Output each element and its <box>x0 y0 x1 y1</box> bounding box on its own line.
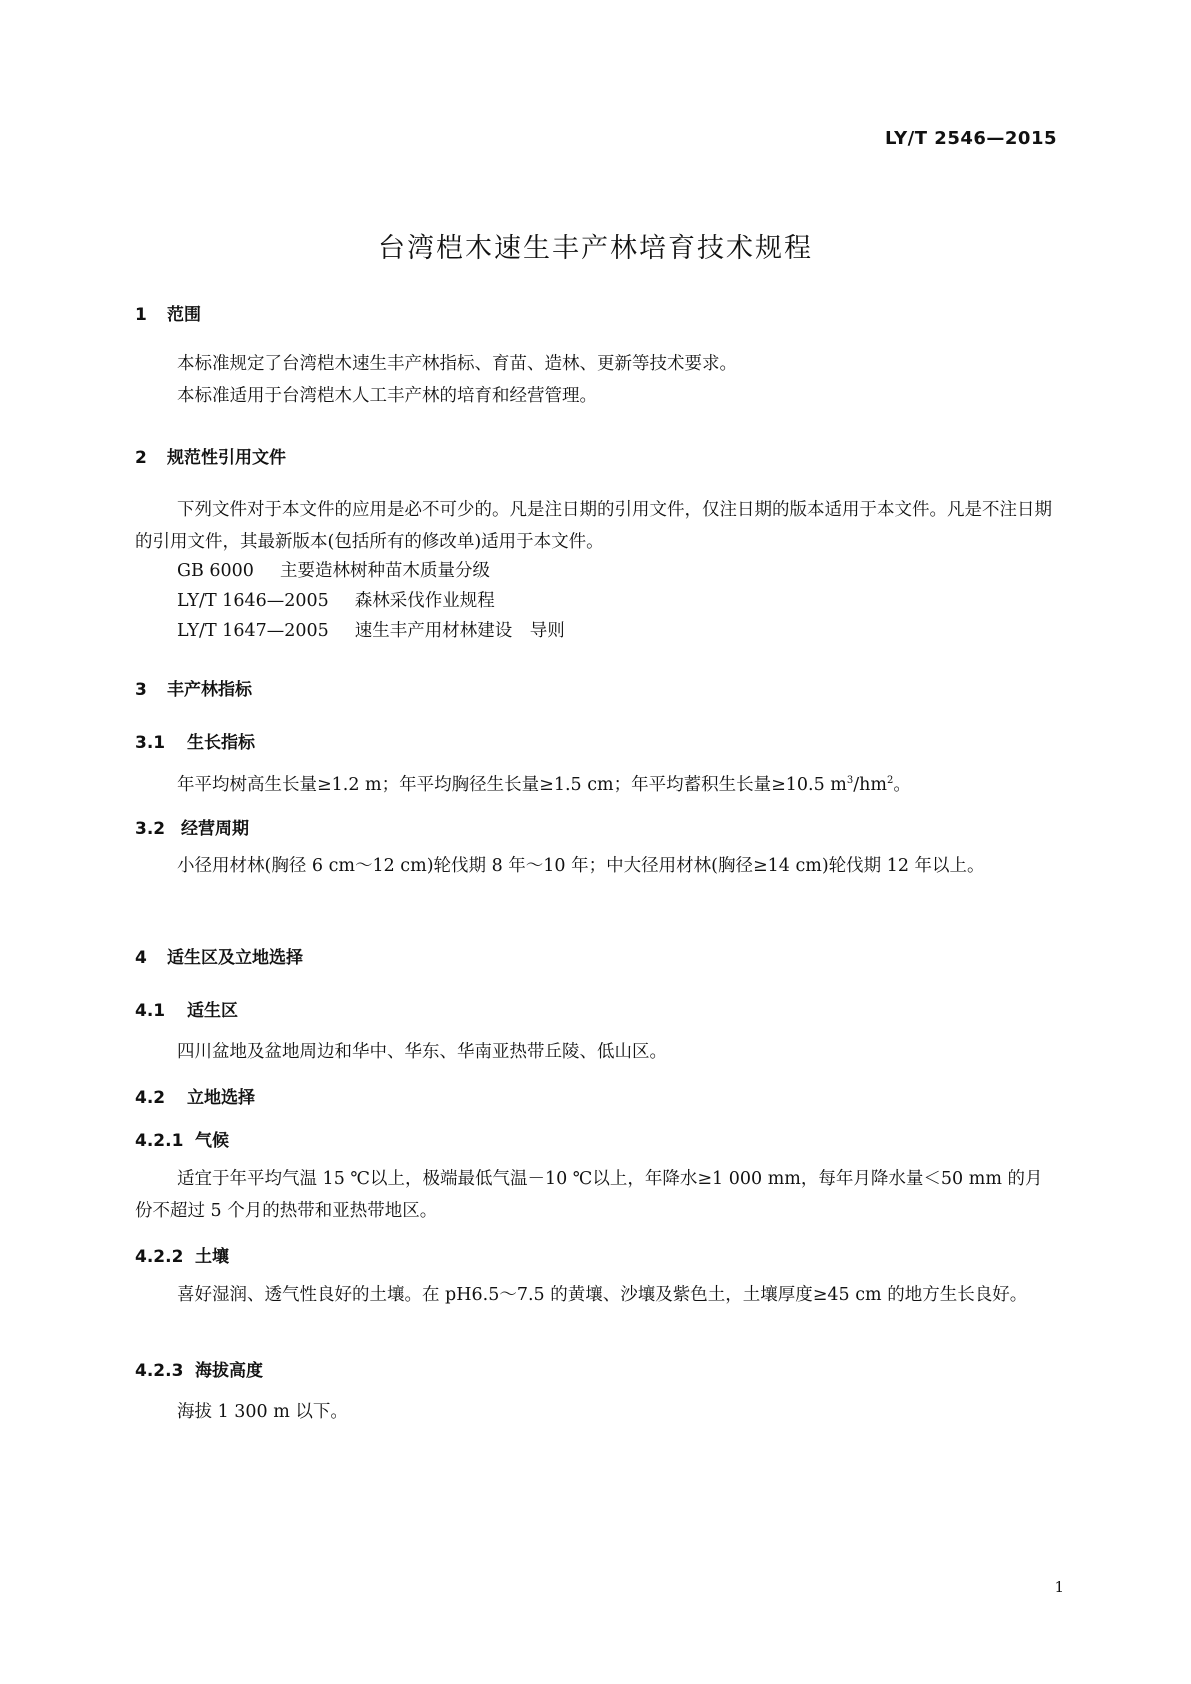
heading-4-2-1 <box>135 1126 229 1151</box>
heading-number: 4 <box>135 948 147 968</box>
paragraph-text: 年平均树高生长量≥1.2 m；年平均胸径生长量≥1.5 cm；年平均蓄积生长量≥10.5 m <box>177 775 847 795</box>
page-title: 台湾桤木速生丰产林培育技术规程 <box>378 233 813 264</box>
heading-number: 4.1 <box>135 1001 166 1021</box>
superscript: 3 <box>846 775 854 786</box>
heading-number: 4.2.2 <box>135 1247 184 1267</box>
paragraph <box>135 348 1057 380</box>
paragraph <box>135 850 1057 882</box>
paragraph-text: 。 <box>893 775 911 795</box>
heading-number: 1 <box>135 305 147 325</box>
paragraph <box>135 494 1057 558</box>
paragraph <box>135 1163 1057 1227</box>
standard-code: LY/T 2546—2015 <box>884 128 1057 149</box>
heading-4-1 <box>135 996 238 1021</box>
paragraph-text: 本标准规定了台湾桤木速生丰产林指标、育苗、造林、更新等技术要求。 <box>177 354 737 374</box>
heading-4-2-3 <box>135 1356 263 1381</box>
paragraph-text: 喜好湿润、透气性良好的土壤。在 pH6.5～7.5 的黄壤、沙壤及紫色土，土壤厚度≥45 cm 的地方生长良好。 <box>177 1285 1028 1305</box>
heading-4-2 <box>135 1083 255 1108</box>
heading-title: 适生区及立地选择 <box>167 948 303 968</box>
heading-title: 气候 <box>195 1131 229 1151</box>
superscript: 2 <box>887 775 894 786</box>
heading-title: 土壤 <box>195 1247 229 1267</box>
paragraph <box>135 1279 1057 1311</box>
reference-title: 速生丰产用材林建设 导则 <box>354 621 565 641</box>
paragraph <box>135 1396 1057 1428</box>
reference-item <box>177 617 565 642</box>
heading-4-2-2 <box>135 1242 229 1267</box>
page-number: 1 <box>1054 1578 1064 1596</box>
heading-title: 规范性引用文件 <box>167 448 286 468</box>
heading-3 <box>135 675 252 700</box>
reference-code: LY/T 1647—2005 <box>177 621 329 641</box>
reference-code: LY/T 1646—2005 <box>177 591 329 611</box>
heading-number: 3 <box>135 680 147 700</box>
heading-title: 生长指标 <box>187 733 255 753</box>
reference-code: GB 6000 <box>177 561 254 581</box>
reference-item <box>177 587 495 612</box>
heading-number: 4.2 <box>135 1088 166 1108</box>
heading-number: 3.1 <box>135 733 166 753</box>
heading-title: 立地选择 <box>187 1088 255 1108</box>
heading-2 <box>135 443 286 468</box>
reference-title: 森林采伐作业规程 <box>354 591 495 611</box>
reference-title: 主要造林树种苗木质量分级 <box>279 561 490 581</box>
heading-title: 经营周期 <box>181 819 249 839</box>
heading-number: 4.2.3 <box>135 1361 184 1381</box>
heading-3-1 <box>135 728 255 753</box>
paragraph <box>135 380 1057 412</box>
paragraph-text: /hm <box>853 775 888 795</box>
heading-number: 2 <box>135 448 147 468</box>
heading-title: 丰产林指标 <box>167 680 252 700</box>
heading-number: 4.2.1 <box>135 1131 184 1151</box>
reference-item <box>177 557 490 582</box>
paragraph-text: 小径用材林(胸径 6 cm～12 cm)轮伐期 8 年～10 年；中大径用材林(胸径≥14 cm)轮伐期 12 年以上。 <box>177 856 985 876</box>
heading-title: 适生区 <box>187 1001 238 1021</box>
paragraph <box>135 1036 1057 1068</box>
paragraph-text: 本标准适用于台湾桤木人工丰产林的培育和经营管理。 <box>177 386 597 406</box>
paragraph-text: 适宜于年平均气温 15 ℃以上，极端最低气温－10 ℃以上，年降水≥1 000 mm，每年月降水量＜50 mm 的月份不超过 5 个月的热带和亚热带地区。 <box>135 1169 1043 1221</box>
heading-1 <box>135 300 201 325</box>
heading-title: 范围 <box>167 305 201 325</box>
paragraph-text: 下列文件对于本文件的应用是必不可少的。凡是注日期的引用文件，仅注日期的版本适用于本文件。凡是不注日期的引用文件，其最新版本(包括所有的修改单)适用于本文件。 <box>135 500 1052 552</box>
heading-3-2 <box>135 814 249 839</box>
paragraph-text: 海拔 1 300 m 以下。 <box>177 1402 348 1422</box>
heading-4 <box>135 943 303 968</box>
paragraph-text: 四川盆地及盆地周边和华中、华东、华南亚热带丘陵、低山区。 <box>177 1042 667 1062</box>
heading-title: 海拔高度 <box>195 1361 263 1381</box>
heading-number: 3.2 <box>135 819 166 839</box>
paragraph <box>135 765 1057 801</box>
